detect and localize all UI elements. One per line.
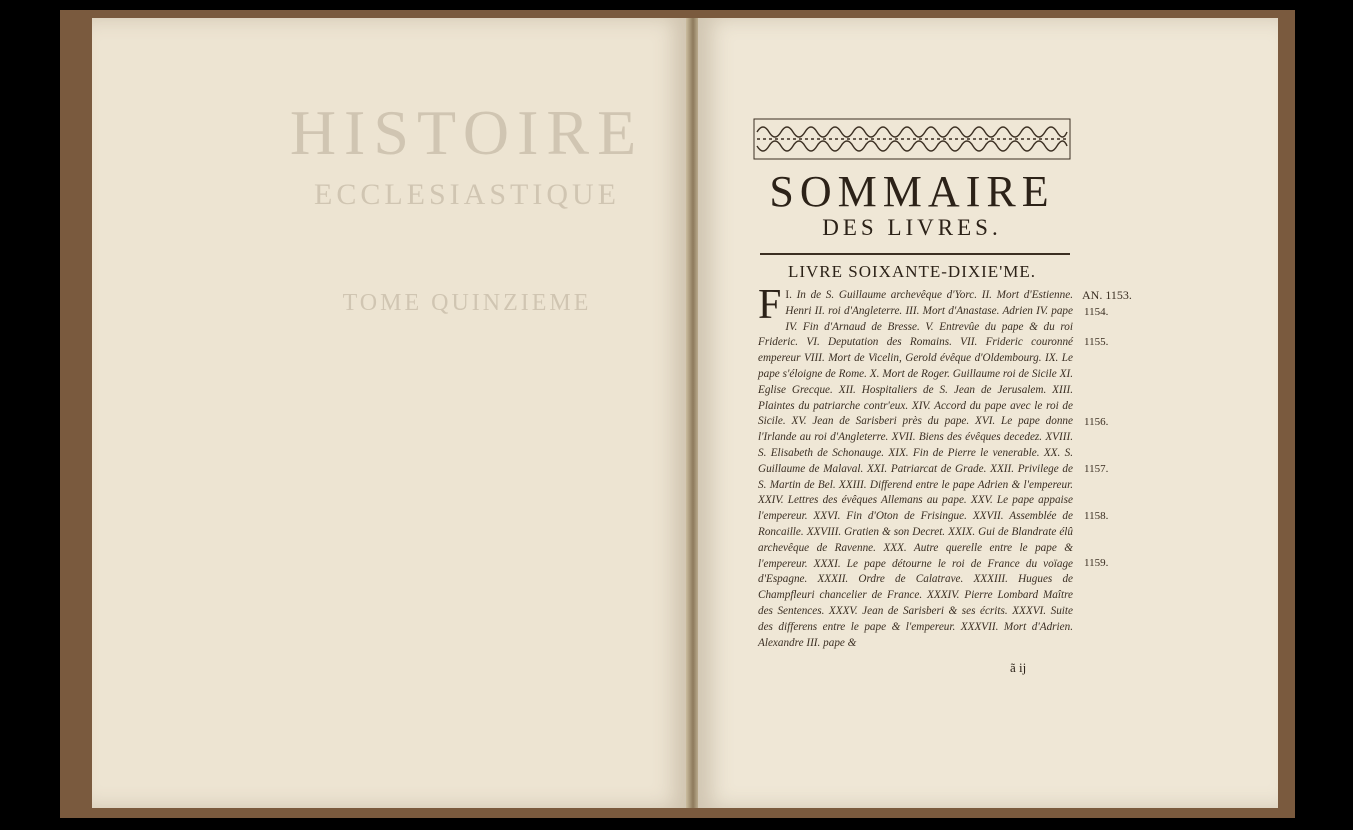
book-heading: LIVRE SOIXANTE-DIXIE'ME.: [787, 262, 1037, 281]
margin-year: 1155.: [1084, 336, 1109, 348]
drop-cap: F: [758, 282, 782, 328]
margin-year: 1154.: [1084, 306, 1109, 318]
signature-mark: ã ij: [1010, 660, 1027, 675]
page-title: SOMMAIRE: [769, 167, 1055, 216]
summary-body-text: In de S. Guillaume archevêque d'Yorc. II. Mort d'Estienne. Henri II. roi d'Angleterre. III. Mort d'Anastase. Adrien IV. pape IV. Fin d'Arnaud de Bresse. V. Entrevûe du pape & du roi Frideric. VI. Deputation des Romains. VII. Frideric couronné empereur VIII. Mort de Vicelin, Gerold évêque d'Oldembourg. IX. Le pape s'éloigne de Rome. X. Mort de Roger. Guillaume roi de Sicile XI. Eglise Grecque. XII. Hospitaliers de S. Jean de Jerusalem. XIII. Plaintes du patriarche contr'eux. XIV. Accord du pape avec le roi de Sicile. XV. Jean de Sarisberi près du pape. XVI. Le pape donne l'Irlande au roi d'Angleterre. XVII. Biens des évêques decedez. XVIII. S. Elisabeth de Schonauge. XIX. Fin de Pierre le venerable. XX. S. Guillaume de Malaval. XXI. Patriarcat de Grade. XXII. Privilege de S. Martin de Bel. XXIII. Differend entre le pape Adrien & l'empereur. XXIV. Lettres des évêques Allemans au pape. XXV. Le pape appaise l'empereur. XXVI. Fin d'Oton de Frisingue. XXVII. Assemblée de Roncaille. XXVIII. Gratien & son Decret. XXIX. Gui de Blandrate élû archevêque de Ravenne. XXX. Autre querelle entre le pape & l'empereur. XXXI. Le pape détourne le roi de France du voïage d'Espagne. XXXII. Ordre de Calatrave. XXXIII. Hugues de Champfleuri chancelier de France. XXXIV. Pierre Lombard Maître des Sentences. XXXV. Jean de Sarisberi & ses écrits. XXXVI. Suite des differens entre le pape & l'empereur. XXXVII. Mort d'Adrien. Alexandre III. pape &: [758, 289, 1074, 649]
bleed-through-title: HISTOIRE: [289, 97, 645, 168]
margin-year: 1158.: [1084, 510, 1109, 522]
decorative-ornament-band: [753, 118, 1071, 160]
left-page: [92, 18, 688, 808]
summary-paragraph: I. F In de S. Guillaume archevêque d'Yorc. II. Mort d'Estienne. Henri II. roi d'Angleterre. III. Mort d'Anastase. Adrien IV. pape IV. Fin d'Arnaud de Bresse. V. Entrevûe du pape & du roi Frideric. VI. Deputation des Romains. VII. Frideric couronné empereur VIII. Mort de Vicelin, Gerold évêque d'Oldembourg. IX. Le pape s'éloigne de Rome. X. Mort de Roger. Guillaume roi de Sicile XI. Eglise Grecque. XII. Hospitaliers de S. Jean de Jerusalem. XIII. Plaintes du patriarche contr'eux. XIV. Accord du pape avec le roi de Sicile. XV. Jean de Sarisberi près du pape. XVI. Le pape donne l'Irlande au roi d'Angleterre. XVII. Biens des évêques decedez. XVIII. S. Elisabeth de Schonauge. XIX. Fin de Pierre le venerable. XX. S. Guillaume de Malaval. XXI. Patriarcat de Grade. XXII. Privilege de S. Martin de Bel. XXIII. Differend entre le pape Adrien & l'empereur. XXIV. Lettres des évêques Allemans au pape. XXV. Le pape appaise l'empereur. XXVI. Fin d'Oton de Frisingue. XXVII. Assemblée de Roncaille. XXVIII. Gratien & son Decret. XXIX. Gui de Blandrate élû archevêque de Ravenne. XXX. Autre querelle entre le pape & l'empereur. XXXI. Le pape détourne le roi de France du voïage d'Espagne. XXXII. Ordre de Calatrave. XXXIII. Hugues de Champfleuri chancelier de France. XXXIV. Pierre Lombard Maître des Sentences. XXXV. Jean de Sarisberi & ses écrits. XXXVI. Suite des differens entre le pape & l'empereur. XXXVII. Mort d'Adrien. Alexandre III. pape &: [758, 282, 1074, 649]
margin-year: 1159.: [1084, 557, 1109, 569]
bleed-through-subtitle: ECCLESIASTIQUE: [314, 178, 620, 211]
title-rule: [760, 253, 1070, 255]
margin-year: 1156.: [1084, 416, 1109, 428]
bleed-through-tome: TOME QUINZIEME: [342, 290, 592, 316]
margin-year: AN. 1153.: [1082, 288, 1132, 302]
page-subtitle: DES LIVRES.: [822, 215, 1002, 240]
margin-year: 1157.: [1084, 463, 1109, 475]
